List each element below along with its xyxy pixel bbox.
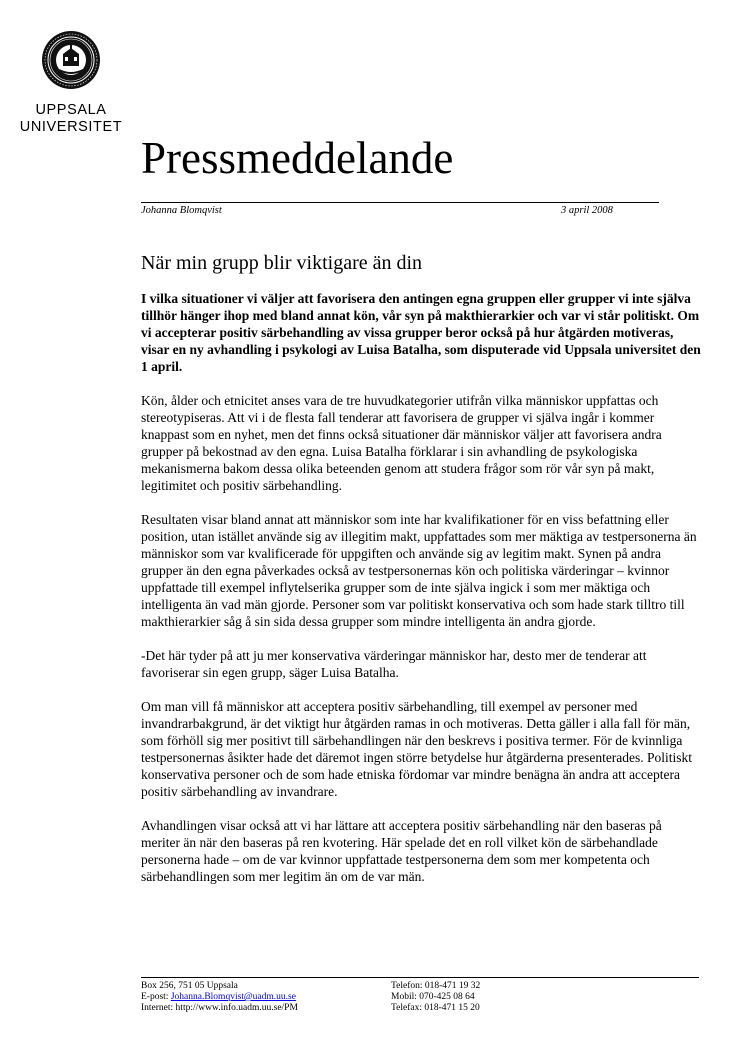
article-body: [141, 290, 701, 902]
quote-paragraph: -Det här tyder på att ju mer konservativa värderingar människor har, desto mer de tenderar att favoriserar sin egen grupp, säger Luisa Batalha.: [141, 648, 647, 680]
university-name: [0, 102, 142, 136]
footer-divider: [141, 977, 699, 978]
footer-address: Box 256, 751 05 Uppsala: [141, 981, 238, 991]
footer-phone: Telefon: 018-471 19 32: [391, 981, 481, 991]
lead-paragraph: I vilka situationer vi väljer att favorisera den antingen egna gruppen eller grupper vi inte själva tillhör hänger ihop med bland annat kön, vår syn på makthierarkier och var vi står politiskt. Om vi accepterar positiv särbehandling av vissa grupper beror också på hur åtgärden motiveras, visar en ny avhandling i psykologi av Luisa Batalha, som disputerade vid Uppsala universitet den 1 april.: [141, 291, 701, 374]
page-title: Pressmeddelande: [141, 133, 454, 183]
logo-line-1: UPPSALA: [35, 102, 107, 118]
university-logo: [0, 30, 142, 136]
body-paragraph: Kön, ålder och etnicitet anses vara de tre huvudkategorier utifrån vilka människor uppfattas och stereotypiseras. Att vi i de flesta fall tenderar att favorisera de grupper vi själva ingår i kommer knappast som en nyhet, men det finns också situationer där människor väljer att favorisera andra grupper på bekostnad av den egna. Luisa Batalha förklarar i sin avhandling de psykologiska mekanismerna bakom dessa olika beteenden genom att studera frågor som rör vår syn på makt, legitimitet och positiv särbehandling.: [141, 393, 662, 493]
footer-internet: Internet: http://www.info.uadm.uu.se/PM: [141, 1003, 298, 1013]
header-divider: [141, 202, 659, 203]
body-paragraph: Resultaten visar bland annat att människor som inte har kvalifikationer för en viss befattning eller position, utan istället använde sig av illegitim makt, uppfattades som mer mäktiga av testpersonerna än människor som var kvalificerade för uppgiften och använde sig av legitim makt. Synen på andra grupper än den egna påverkades också av testpersonernas kön och politiska värderingar – kvinnor uppfattade till exempel inflytelserika grupper som de inte själva ingick i som mer mäktiga och intelligenta än vad män gjorde. Personer som var politiskt konservativa och som hade stark tilltro till makthierarkier såg å sin sida dessa grupper som mindre intelligenta än andra gjorde.: [141, 512, 697, 629]
university-seal-icon: [41, 30, 101, 90]
author-name: Johanna Blomqvist: [141, 205, 222, 216]
body-paragraph: Avhandlingen visar också att vi har lättare att acceptera positiv särbehandling när den baseras på meriter än när den baseras på ren kvotering. Här spelade det en roll vilket kön de särbehandlade personerna hade – om de var kvinnor uppfattade testpersonerna dem som mer kompetenta och särbehandlingen som mer legitim än om de var män.: [141, 818, 662, 884]
footer-mobile: Mobil: 070-425 08 64: [391, 992, 475, 1002]
email-link[interactable]: Johanna.Blomqvist@uadm.uu.se: [170, 992, 296, 1002]
publish-date: 3 april 2008: [561, 205, 613, 216]
footer-email-label: E-post:: [141, 992, 171, 1002]
footer-phones: [391, 981, 480, 1014]
footer-contact: [141, 981, 298, 1014]
article-heading: När min grupp blir viktigare än din: [141, 252, 423, 274]
logo-line-2: UNIVERSITET: [19, 119, 123, 135]
footer-fax: Telefax: 018-471 15 20: [391, 1003, 480, 1013]
footer-email-line: [141, 992, 298, 1003]
body-paragraph: Om man vill få människor att acceptera positiv särbehandling, till exempel av personer med invandrarbakgrund, är det viktigt hur åtgärden ramas in och motiveras. Detta gäller i alla fall för män, som förhöll sig mer positivt till särbehandlingen när den beskrevs i positiva termer. För de kvinnliga testpersonernas åsikter hade det däremot ingen större betydelse hur åtgärderna presenterades. Politiskt konservativa personer och de som hade etniska fördomar var mindre benägna än andra att acceptera positiv särbehandling av invandrare.: [141, 699, 693, 799]
